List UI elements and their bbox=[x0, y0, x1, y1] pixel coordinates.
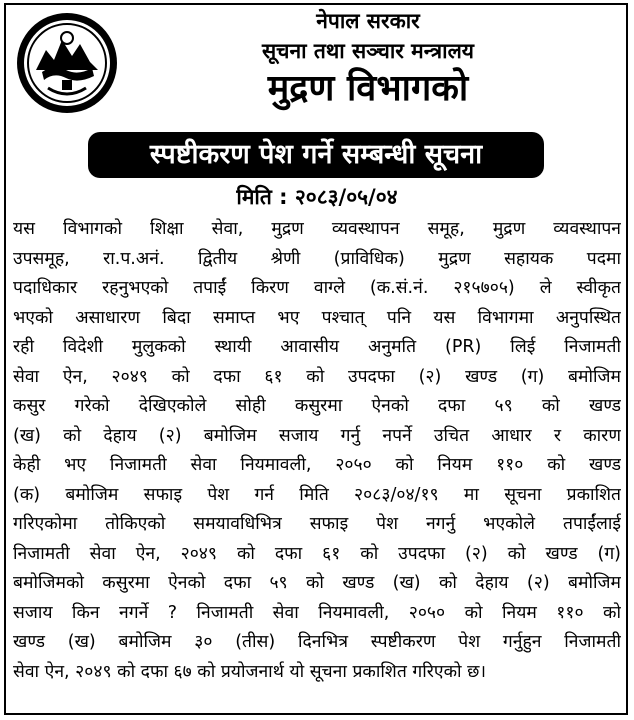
body-line: सजाय किन नगर्ने ? निजामती सेवा नियमावली, २०५० को नियम ११० को bbox=[13, 602, 621, 623]
body-line: (ख) को देहाय (२) बमोजिम सजाय गर्नु नपर्ने उचित आधार र कारण bbox=[13, 425, 621, 446]
body-line: केही भए निजामती सेवा नियमावली, २०५० को नियम ११० को खण्ड bbox=[13, 455, 621, 475]
nepal-emblem-icon bbox=[14, 10, 120, 116]
body-line: यस विभागको शिक्षा सेवा, मुद्रण व्यवस्थापन समूह, मुद्रण व्यवस्थापन bbox=[13, 219, 621, 239]
body-line: निजामती सेवा ऐन, २०४९ को दफा ६१ को उपदफा (२) को खण्ड (ग) bbox=[13, 543, 621, 564]
body-line: पदाधिकार रहनुभएको तपाईं किरण वाग्ले (क.सं.नं. २१५७०५) ले स्वीकृत bbox=[13, 278, 621, 298]
body-line: उपसमूह, रा.प.अनं. द्वितीय श्रेणी (प्राविधिक) मुद्रण सहायक पदमा bbox=[13, 248, 621, 269]
body-line: सेवा ऐन, २०४९ को दफा ६७ को प्रयोजनार्थ यो सूचना प्रकाशित गरिएको छ। bbox=[13, 661, 487, 682]
body-line: गरिएकोमा तोकिएको समयावधिभित्र सफाइ पेश नगर्नु भएकोले तपाईंलाई bbox=[13, 514, 621, 534]
body-line: (क) बमोजिम सफाइ पेश गर्न मिति २०८३/०४/१९ मा सूचना प्रकाशित bbox=[13, 484, 621, 505]
body-line: खण्ड (ख) बमोजिम ३० (तीस) दिनभित्र स्पष्टीकरण पेश गर्नुहुन निजामती bbox=[13, 632, 621, 652]
body-line: कसुर गरेको देखिएकोले सोही कसुरमा ऐनको दफा ५९ को खण्ड bbox=[13, 396, 621, 416]
body-line: भएको असाधारण बिदा समाप्त भए पश्चात् पनि यस विभागमा अनुपस्थित bbox=[13, 307, 621, 328]
notice-body bbox=[13, 215, 621, 687]
body-line: बमोजिमको कसुरमा ऐनको दफा ५९ को खण्ड (ख) को देहाय (२) बमोजिम bbox=[13, 573, 621, 593]
body-line: सेवा ऐन, २०४९ को दफा ६१ को उपदफा (२) खण्ड (ग) बमोजिम bbox=[13, 366, 621, 387]
ministry-name: सूचना तथा सञ्चार मन्त्रालय bbox=[261, 39, 474, 63]
government-name: नेपाल सरकार bbox=[316, 9, 420, 33]
notice-title: स्पष्टीकरण पेश गर्ने सम्बन्धी सूचना bbox=[88, 132, 544, 178]
department-name: मुद्रण विभागको bbox=[267, 68, 469, 109]
letterhead bbox=[120, 6, 616, 112]
notice-date: मिति : २०८३/०५/०४ bbox=[236, 185, 398, 209]
body-line: रही विदेशी मुलुकको स्थायी आवासीय अनुमति (PR) लिई निजामती bbox=[13, 337, 621, 357]
